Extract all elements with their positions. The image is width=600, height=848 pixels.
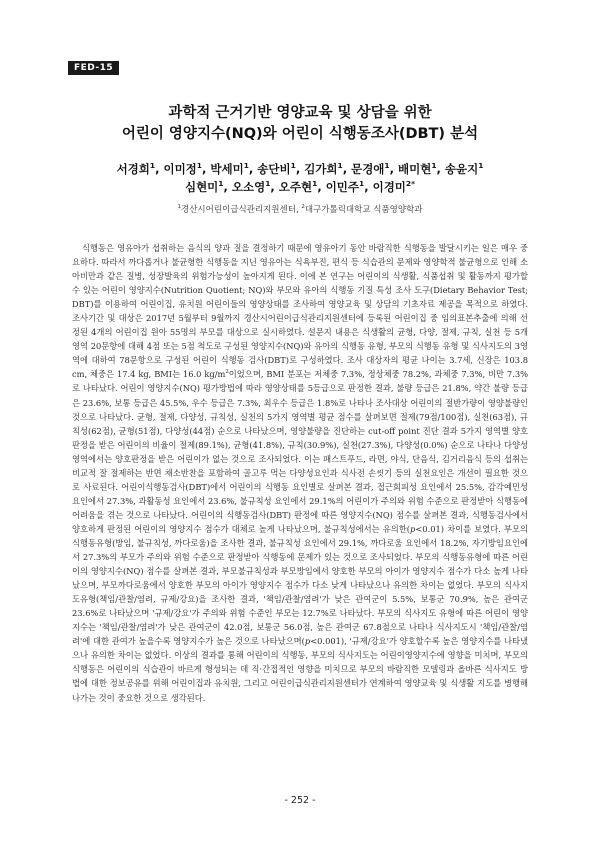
author (398, 162, 437, 176)
author-name: 서경희 (116, 162, 150, 176)
author-affiliation-mark: 1 (337, 161, 343, 171)
author-affiliation-mark: 1 (290, 161, 296, 171)
affiliation-text: 경산시어린이급식관리지원센터, (180, 205, 302, 215)
author (257, 162, 296, 176)
author-name: 박세미 (210, 162, 244, 176)
author-affiliation-mark: 1 (196, 161, 202, 171)
page-number: - 252 - (284, 795, 316, 806)
author (210, 162, 249, 176)
author-name: 이미정 (163, 162, 197, 176)
abstract-segment: <0.01) 차이를 보였다. 부모의 식행동유형(방임, 불규칙성, 까다로움)을 조사한 결과, 불규칙성 요인에서 29.1%, 까다로움 요인에서 18.2%, 자기방임요인에서 27.3%의 부모가 주의와 위험 수준으로 판정받아 식행동에 문제가 있는 것으로 조사되었다. 부모의 식행동유형에 따른 어린이의 영양지수(NQ) 점수를 살펴본 결과, 부모불규칙성과 부모방임에서 양호한 부모의 아이가 영양지수 점수가 다소 높게 나타났으며, 부모까다로움에서 양호한 부모의 아이가 영양지수 점수가 다소 낮게 나타났으나 유의한 차이는 없었다. 부모의 식사지도유형(책임/관찰/염려, 규제/강요)을 조사한 결과, '책임/관찰/염려'가 낮은 관여군이 5.5%, 보통군 70.9%, 높은 관여군 23.6%로 나타났으며 '규제/강요'가 주의와 위험 수준인 부모는 12.7%로 나타났다. 부모의 식사지도 유형에 따른 어린이 영양지수는 '책임/관찰/염려'가 낮은 관여군이 42.0점, 보통군 56.0점, 높은 관여군 67.8점으로 나타나 식사지도시 '책임/관찰/염려'에 대한 관여가 높을수록 영양지수가 높은 것으로 나타났으며( (72, 523, 528, 647)
abstract-segment: 식행동은 영유아가 섭취하는 음식의 양과 질을 결정하기 때문에 영유아기 동안 바람직한 식행동을 발달시키는 일은 매우 중요하다. 따라서 까다롭거나 불균형한 식행동을 지닌 영유아는 식욕부진, 편식 등 식습관의 문제와 영양학적 불균형으로 인해 소아비만과 같은 질병, 성장발육의 위험가능성이 높아지게 된다. 이에 본 연구는 어린이의 식생활, 식품섭취 및 활동까지 평가할 수 있는 어린이 영양지수(Nutrition Quotient; NQ)와 부모와 유아의 식행동 기질 특성 조사 도구(Dietary Behavior Test; DBT)를 이용하여 어린이집, 유치원 어린이들의 영양상태를 조사하여 영양교육 및 상담의 기초자료 제공을 목적으로 하였다. 조사기간 및 대상은 2017년 5월부터 9월까지 경산시어린이급식관리지원센터에 등록된 어린이집 중 임의표본추출에 의해 선정된 4개의 어린이집 원아 55명의 부모를 대상으로 실시하였다. 설문지 내용은 식생활의 균형, 다양, 절제, 규칙, 실천 등 5개 영역 20문항에 대해 4점 또는 5점 척도로 구성된 영양지수(NQ)와 유아의 식행동 유형, 부모의 식행동 유형 및 식사지도의 3영역에 대하여 78문항으로 구성된 어린이 식행동 검사(DBT)로 구성하였다. 조사 대상자의 평균 나이는 3.7세, 신장은 103.8 cm, 체중은 17.4 kg, BMI는 16.0 kg/m (72, 243, 528, 380)
author (351, 162, 390, 176)
author-name: 오주현 (278, 180, 313, 194)
author (326, 180, 365, 194)
author-name: 배미현 (398, 162, 432, 176)
author-affiliation-mark: 1 (312, 179, 318, 189)
author (279, 180, 318, 194)
author-affiliation-mark: 1 (243, 161, 249, 171)
author-name: 문경애 (351, 162, 385, 176)
author-list-line1: 서경희$^1$, 이미정$^1$, 박세미$^1$, 송단비$^1$, 김가희$^1$, 문경애$^1$, 배미현$^1$, 송윤지$^1$ (116, 161, 484, 176)
author (232, 180, 271, 194)
author (304, 162, 343, 176)
affiliation-text: 대구가톨릭대학교 식품영양학과 (304, 205, 423, 215)
session-tag: FED-15 (68, 61, 119, 75)
author (373, 180, 415, 194)
abstract-segment: p (304, 636, 311, 647)
author-name: 이경미 (372, 180, 406, 194)
author-affiliation-mark: 1 (359, 179, 365, 189)
author-affiliation-mark: 1 (218, 179, 224, 189)
author (117, 162, 156, 176)
author (445, 162, 484, 176)
author-name: 오소영 (231, 180, 266, 194)
affiliations (60, 203, 540, 215)
abstract-segment: 2 (225, 369, 229, 376)
author-name: 김가희 (304, 162, 338, 176)
author-affiliation-mark: 2* (405, 179, 416, 189)
author-name: 송윤지 (444, 162, 479, 176)
paper-title-line2: 어린이 영양지수(NQ)와 어린이 식행동조사(DBT) 분석 (121, 126, 479, 142)
abstract-segment: 이었으며, BMI 분포는 저체중 7.3%, 정상체중 78.2%, 과체중 7.3%, 비만 7.3%로 나타났다. 어린이 영양지수(NQ) 평가방법에 따라 영양상태를 5등급으로 판정한 결과, 불량 등급은 21.8%, 약간 불량 등급은 23.6%, 보통 등급은 45.5%, 우수 등급은 7.3%, 최우수 등급은 1.8%로 나타나 조사대상 어린이의 절반가량이 영양불량인 것으로 나타났다. 균형, 절제, 다양성, 규칙성, 실천의 5가지 영역별 평균 점수를 살펴보면 절제(79점/100점), 실천(63점), 규칙성(62점), 균형(51점), 다양성(44점) 순으로 나타났으며, 영양불량을 진단하는 cut-off point 진단 결과 5가지 영역별 양호판정을 받은 어린이의 비율이 절제(89.1%), 균형(41.8%), 규칙(30.9%), 실천(27.3%), 다양성(0.0%) 순으로 나타나 다양성영역에서는 양호판정을 받은 어린이가 없는 것으로 조사되었다. 이는 패스트푸드, 라면, 야식, 단음식, 김거리음식 등의 섭취는 비교적 잘 절제하는 반면 채소반찬을 포함하여 골고루 먹는 다양성요인과 식사전 손씻기 등의 실천요인은 개선이 필요한 것으로 사료된다. 어린이식행동검사(DBT)에서 어린이의 식행동 요인별로 살펴본 결과, 접근회피성 요인에서 25.5%, 감각예민성 요인에서 27.3%, 과활동성 요인에서 23.6%, 불규칙성 요인에서 29.1%의 어린이가 주의와 위험 수준으로 판정받아 식행동에 어려움을 겪는 것으로 나타났다. 어린이의 식행동검사(DBT) 판정에 따른 영양지수(NQ) 점수를 살펴본 결과, 식행동검사에서 양호하게 판정된 어린이의 영양지수 점수가 대체로 높게 나타났으며, 불규칙성에서는 유의한( (72, 369, 528, 534)
author-name: 심현미 (184, 180, 219, 194)
author (163, 162, 202, 176)
author-affiliation-mark: 1 (149, 161, 156, 171)
abstract-body (72, 241, 528, 705)
author-affiliation-mark: 1 (431, 161, 437, 171)
author-list-line2: 심현미$^1$, 오소영$^1$, 오주현$^1$, 이민주$^1$, 이경미$^{2*}$ (184, 179, 416, 194)
author-name: 이민주 (325, 180, 360, 194)
author-name: 송단비 (257, 162, 291, 176)
affiliation-mark: 2 (301, 204, 305, 211)
author-affiliation-mark: 1 (478, 161, 484, 171)
author-affiliation-mark: 1 (384, 161, 390, 171)
affiliation-mark: 1 (177, 204, 181, 211)
author-affiliation-mark: 1 (265, 179, 271, 189)
abstract-segment: <0.001), '규제/강요'가 양호할수록 높은 영양지수를 나타냈으나 유의한 차이는 없었다. 이상의 결과를 통해 어린이의 식행동, 부모의 식사지도는 어린이영양지수에 영향을 미치며, 부모의 식행동은 어린이의 식습관이 바르게 형성되는 데 직·간접적인 영향을 미치므로 부모의 바람직한 모델링과 올바른 식사지도 방법에 대한 정보공유를 위해 어린이집과 유치원, 그리고 어린이급식관리지원센터가 연계하여 영양교육 및 식생활 지도를 병행해 나가는 것이 중요한 것으로 생각된다. (72, 636, 528, 703)
abstract-segment: p (410, 523, 416, 534)
paper-title-line1: 과학적 근거기반 영양교육 및 상담을 위한 (168, 105, 432, 121)
author (185, 180, 224, 194)
